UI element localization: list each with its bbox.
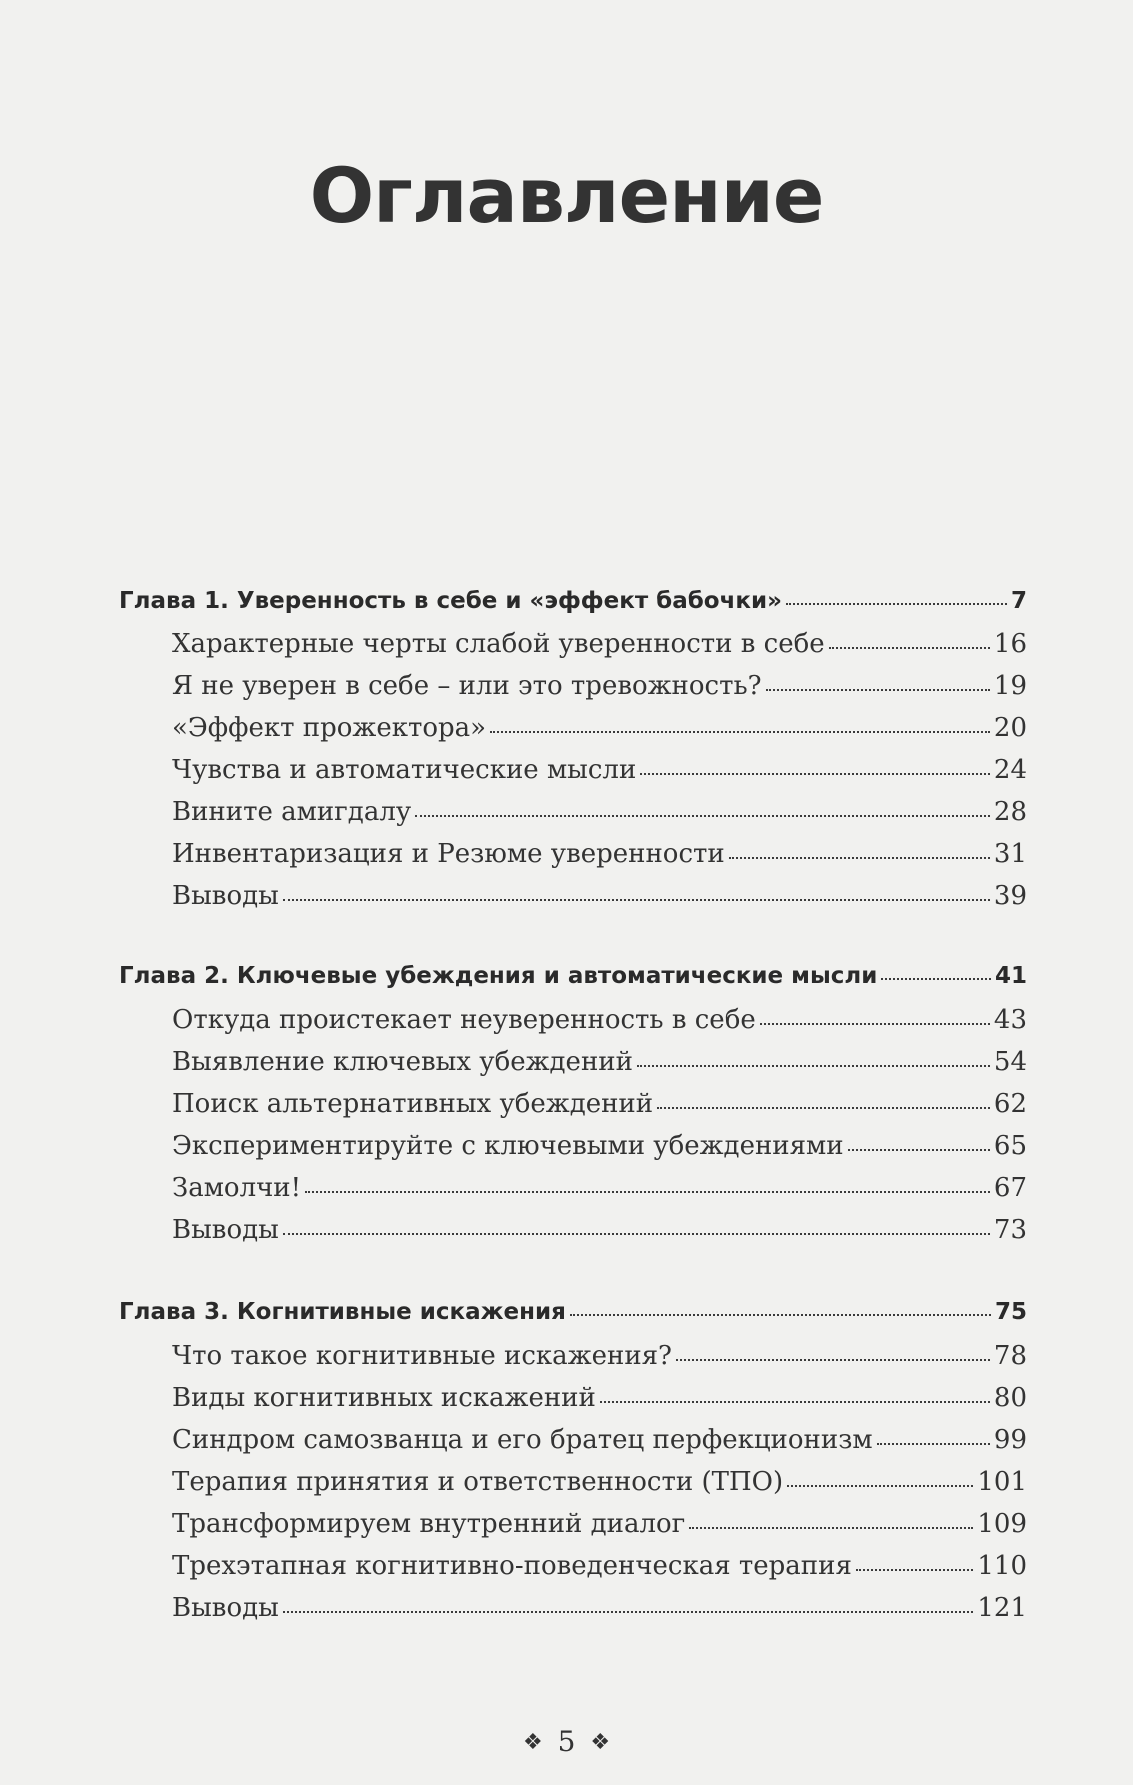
page-number: 109 bbox=[977, 1509, 1027, 1539]
section-title: «Эффект прожектора» bbox=[172, 713, 487, 743]
toc-section[interactable] bbox=[172, 1005, 1027, 1045]
chapter-title: Глава 2. Ключевые убеждения и автоматические мысли bbox=[119, 963, 878, 989]
toc-chapter-2[interactable] bbox=[119, 963, 1027, 1003]
section-title: Инвентаризация и Резюме уверенности bbox=[172, 839, 725, 869]
toc-section[interactable] bbox=[172, 1173, 1027, 1213]
toc-section[interactable] bbox=[172, 713, 1027, 753]
page-number: 73 bbox=[993, 1215, 1027, 1245]
section-title: Выводы bbox=[172, 1593, 279, 1623]
toc-section[interactable] bbox=[172, 629, 1027, 669]
page-number: 62 bbox=[993, 1089, 1027, 1119]
page-number: 67 bbox=[993, 1173, 1027, 1203]
dot-leader bbox=[283, 899, 990, 901]
page-number: 121 bbox=[977, 1593, 1027, 1623]
page-number: 20 bbox=[993, 713, 1027, 743]
page-number: 7 bbox=[1010, 588, 1027, 614]
section-title: Что такое когнитивные искажения? bbox=[172, 1341, 672, 1371]
section-title: Виды когнитивных искажений bbox=[172, 1383, 596, 1413]
section-title: Трехэтапная когнитивно-поведенческая терапия bbox=[172, 1551, 852, 1581]
dot-leader bbox=[283, 1611, 974, 1613]
toc-chapter-1[interactable] bbox=[119, 588, 1027, 628]
dot-leader bbox=[637, 1065, 990, 1067]
section-title: Выводы bbox=[172, 881, 279, 911]
page-number: 75 bbox=[994, 1299, 1027, 1325]
toc-section[interactable] bbox=[172, 671, 1027, 711]
dot-leader bbox=[829, 647, 990, 649]
page-number: 41 bbox=[994, 963, 1027, 989]
dot-leader bbox=[786, 603, 1007, 605]
toc-section[interactable] bbox=[172, 1509, 1027, 1549]
page-number: 80 bbox=[993, 1383, 1027, 1413]
section-title: Вините амигдалу bbox=[172, 797, 412, 827]
dot-leader bbox=[283, 1233, 990, 1235]
toc-section[interactable] bbox=[172, 881, 1027, 921]
section-title: Поиск альтернативных убеждений bbox=[172, 1089, 654, 1119]
page-footer bbox=[0, 1725, 1133, 1758]
page-number: 110 bbox=[977, 1551, 1027, 1581]
diamond-ornament-icon: ❖ bbox=[522, 1730, 543, 1755]
dot-leader bbox=[689, 1527, 973, 1529]
folio-page-number: 5 bbox=[557, 1725, 576, 1758]
toc-section[interactable] bbox=[172, 797, 1027, 837]
toc-section[interactable] bbox=[172, 1047, 1027, 1087]
page-number: 24 bbox=[993, 755, 1027, 785]
toc-section[interactable] bbox=[172, 1425, 1027, 1465]
toc-section[interactable] bbox=[172, 1551, 1027, 1591]
dot-leader bbox=[729, 857, 990, 859]
section-title: Откуда проистекает неуверенность в себе bbox=[172, 1005, 756, 1035]
chapter-title: Глава 3. Когнитивные искажения bbox=[119, 1299, 566, 1325]
toc-section[interactable] bbox=[172, 1131, 1027, 1171]
toc-chapter-3[interactable] bbox=[119, 1299, 1027, 1339]
section-title: Я не уверен в себе – или это тревожность? bbox=[172, 671, 762, 701]
page-number: 101 bbox=[977, 1467, 1027, 1497]
dot-leader bbox=[856, 1569, 973, 1571]
dot-leader bbox=[848, 1149, 990, 1151]
dot-leader bbox=[600, 1401, 990, 1403]
dot-leader bbox=[657, 1107, 990, 1109]
toc-section[interactable] bbox=[172, 1467, 1027, 1507]
dot-leader bbox=[877, 1443, 990, 1445]
diamond-ornament-icon: ❖ bbox=[590, 1730, 611, 1755]
toc-section[interactable] bbox=[172, 1341, 1027, 1381]
section-title: Замолчи! bbox=[172, 1173, 302, 1203]
toc-section[interactable] bbox=[172, 839, 1027, 879]
page-number: 65 bbox=[993, 1131, 1027, 1161]
toc-section[interactable] bbox=[172, 1593, 1027, 1633]
page-title: Оглавление bbox=[309, 151, 824, 240]
dot-leader bbox=[490, 731, 990, 733]
page-number: 31 bbox=[993, 839, 1027, 869]
toc-section[interactable] bbox=[172, 1215, 1027, 1255]
section-title: Выводы bbox=[172, 1215, 279, 1245]
section-title: Синдром самозванца и его братец перфекционизм bbox=[172, 1425, 873, 1455]
dot-leader bbox=[766, 689, 990, 691]
section-title: Чувства и автоматические мысли bbox=[172, 755, 637, 785]
dot-leader bbox=[570, 1314, 991, 1316]
dot-leader bbox=[305, 1191, 990, 1193]
page-number: 54 bbox=[993, 1047, 1027, 1077]
section-title: Экспериментируйте с ключевыми убеждениями bbox=[172, 1131, 844, 1161]
page-number: 78 bbox=[993, 1341, 1027, 1371]
dot-leader bbox=[787, 1485, 973, 1487]
page-number: 28 bbox=[993, 797, 1027, 827]
dot-leader bbox=[415, 815, 990, 817]
page-number: 43 bbox=[993, 1005, 1027, 1035]
page-number: 39 bbox=[993, 881, 1027, 911]
section-title: Трансформируем внутренний диалог bbox=[172, 1509, 686, 1539]
page-number: 19 bbox=[993, 671, 1027, 701]
dot-leader bbox=[640, 773, 990, 775]
toc-section[interactable] bbox=[172, 755, 1027, 795]
dot-leader bbox=[881, 978, 991, 980]
toc-section[interactable] bbox=[172, 1383, 1027, 1423]
page-number: 99 bbox=[993, 1425, 1027, 1455]
section-title: Характерные черты слабой уверенности в себе bbox=[172, 629, 825, 659]
dot-leader bbox=[760, 1023, 990, 1025]
chapter-title: Глава 1. Уверенность в себе и «эффект бабочки» bbox=[119, 588, 782, 614]
section-title: Выявление ключевых убеждений bbox=[172, 1047, 633, 1077]
toc-section[interactable] bbox=[172, 1089, 1027, 1129]
dot-leader bbox=[676, 1359, 990, 1361]
page-number: 16 bbox=[993, 629, 1027, 659]
section-title: Терапия принятия и ответственности (ТПО) bbox=[172, 1467, 784, 1497]
